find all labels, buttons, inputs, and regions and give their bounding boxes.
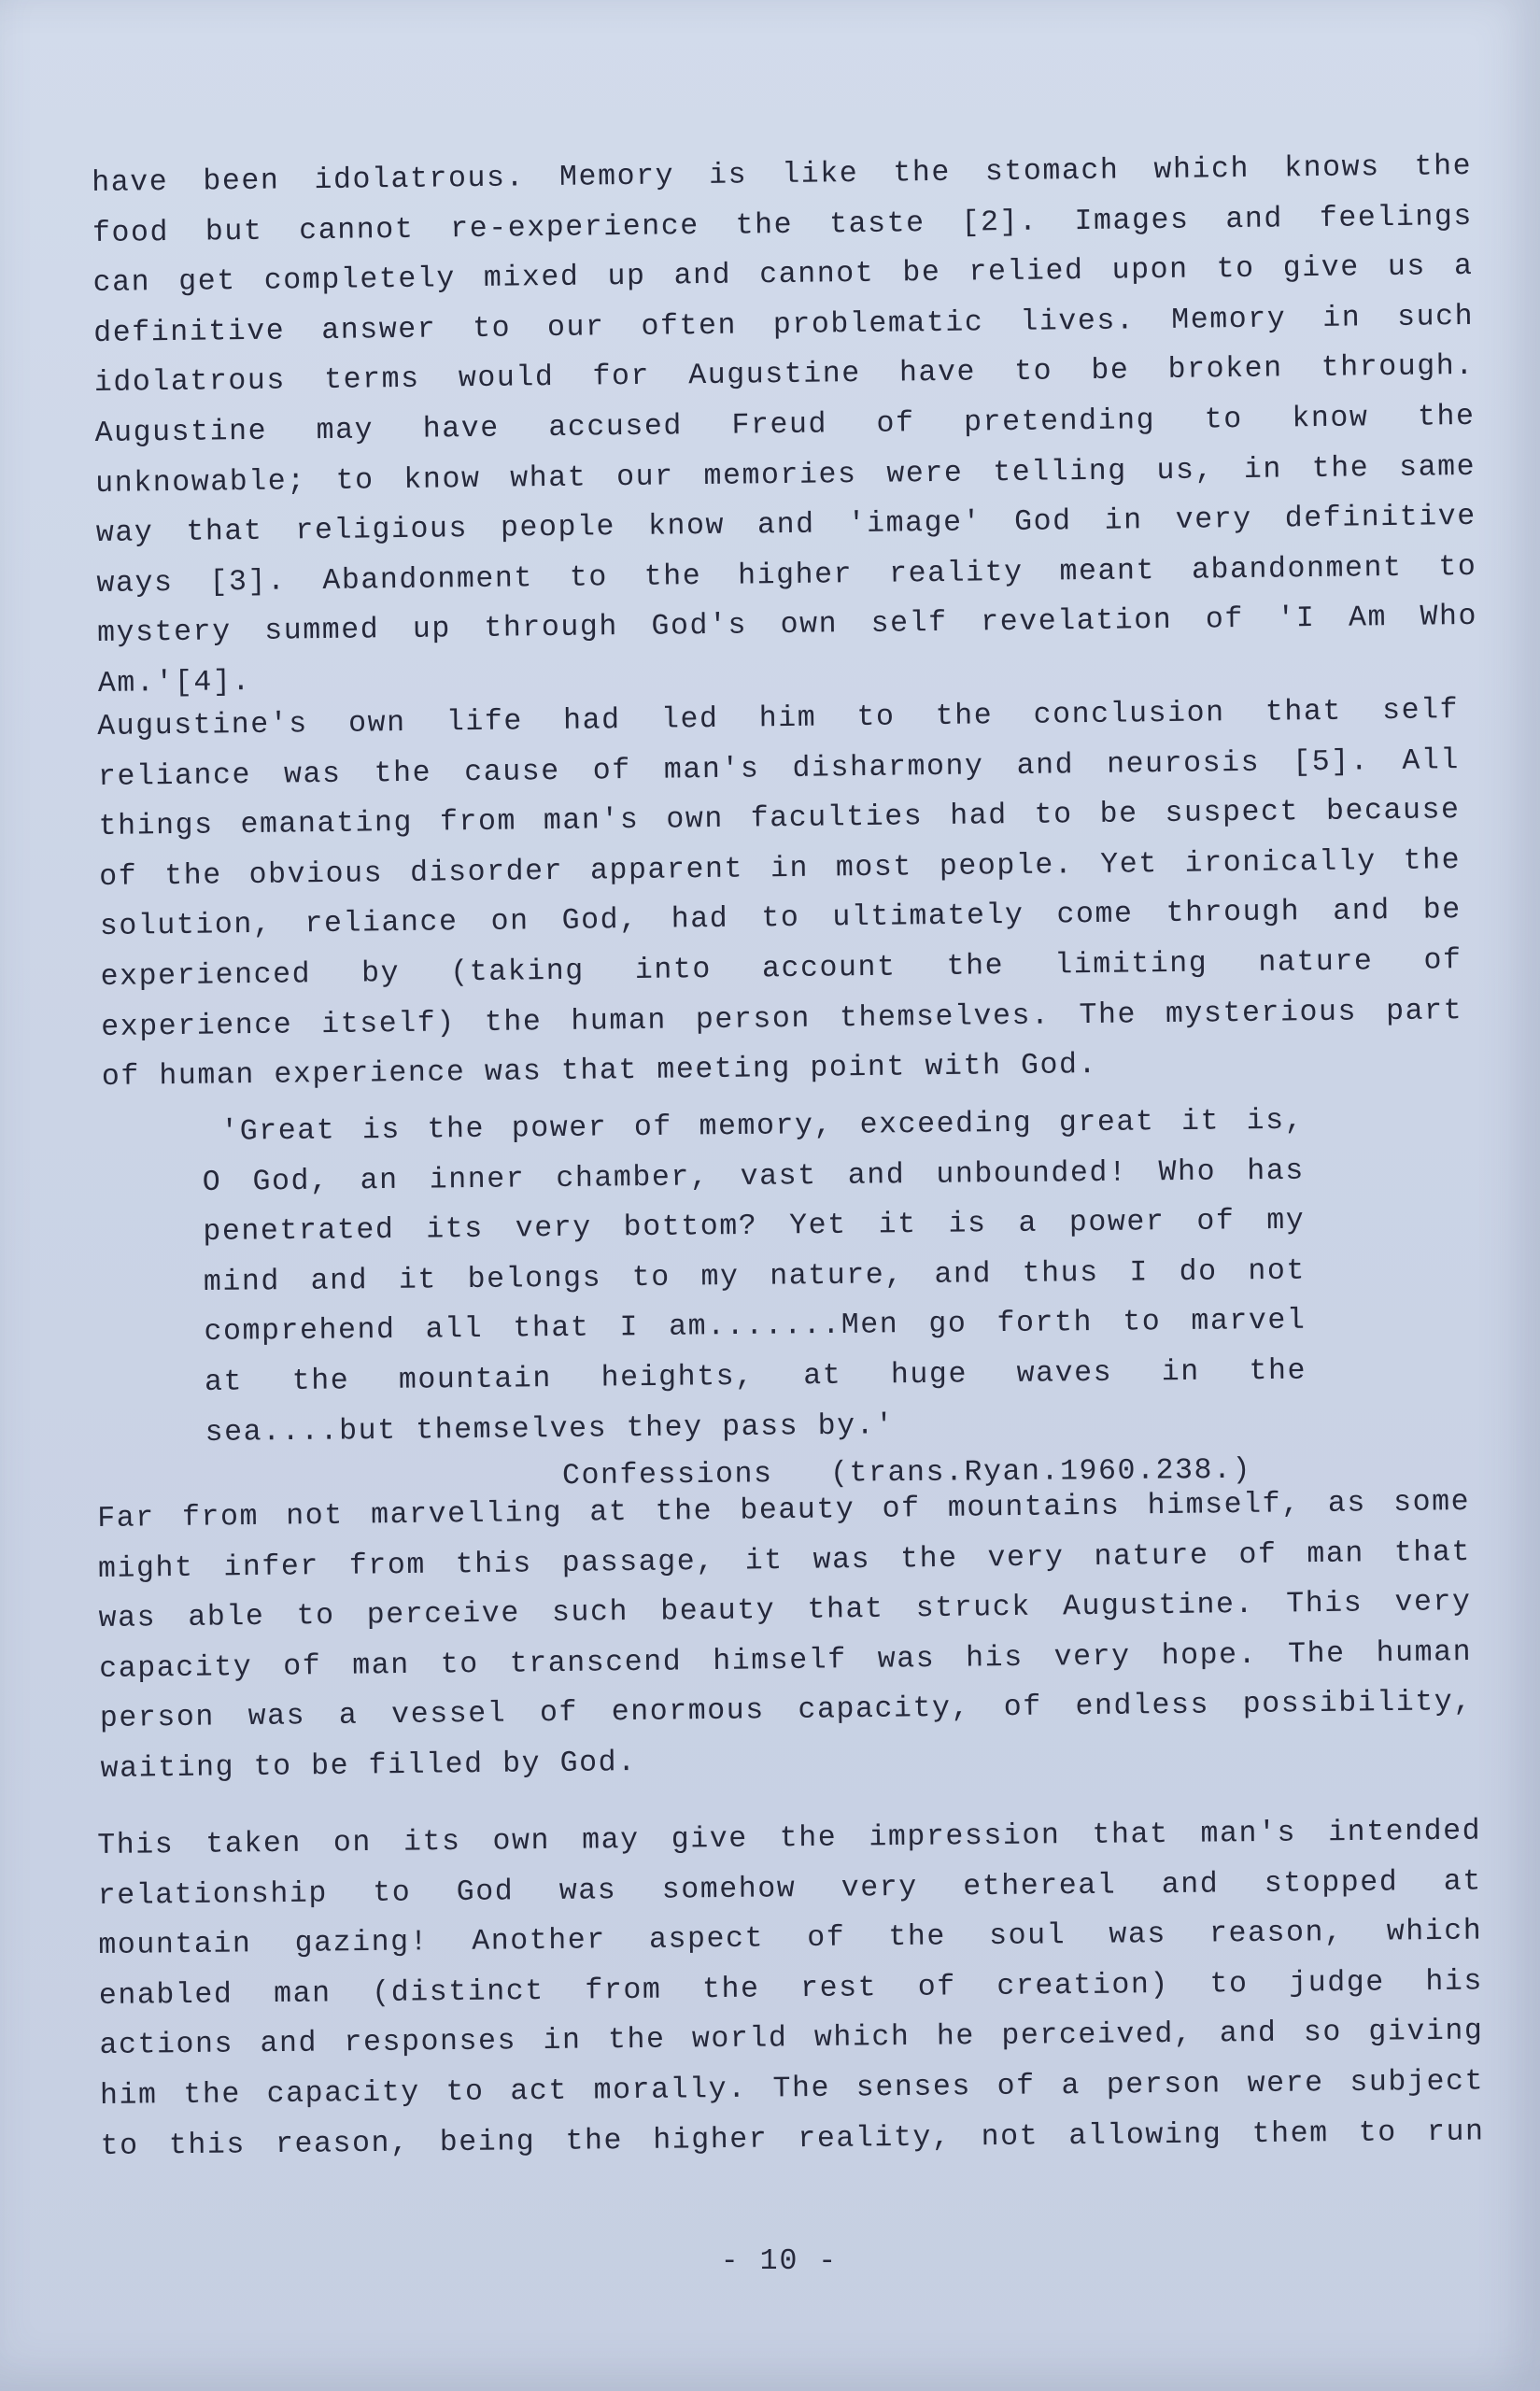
text-line: way that religious people know and 'image' God in very definitive [95, 501, 1477, 551]
text-line: to this reason, being the higher reality, not allowing them to run [100, 2115, 1485, 2163]
text-line: relationship to God was somehow very ethereal and stopped at [97, 1865, 1482, 1913]
text-line: Augustine's own life had led him to the conclusion that self [97, 694, 1460, 743]
text-line: This taken on its own may give the impression that man's intended [97, 1815, 1482, 1862]
text-line: capacity of man to transcend himself was his very hope. The human [99, 1635, 1473, 1686]
text-line: of the obvious disorder apparent in most people. Yet ironically the [99, 843, 1462, 894]
text-line: mountain gazing! Another aspect of the soul was reason, which [98, 1915, 1483, 1963]
text-line: Far from not marvelling at the beauty of mountains himself, as some [97, 1486, 1471, 1535]
quote-line: penetrated its very bottom? Yet it is a power of my [203, 1204, 1306, 1250]
text-line: can get completely mixed up and cannot be relied upon to give us a [92, 250, 1474, 301]
text-line: food but cannot re-experience the taste [2]. Images and feelings [92, 200, 1474, 250]
text-line: mystery summed up through God's own self revelation of 'I Am Who [97, 601, 1478, 651]
text-line: ways [3]. Abandonment to the higher reality meant abandonment to [96, 550, 1477, 601]
text-line: was able to perceive such beauty that struck Augustine. This very [98, 1586, 1472, 1636]
text-line: might infer from this passage, it was the very nature of man that [97, 1535, 1472, 1586]
text-line: experience itself) the human person themselves. The mysterious part [101, 994, 1463, 1044]
text-line: have been idolatrous. Memory is like the stomach which knows the [92, 149, 1473, 200]
text-line: person was a vessel of enormous capacity, of endless possibility, [99, 1686, 1474, 1736]
text-line: reliance was the cause of man's disharmony and neurosis [5]. All [97, 743, 1461, 794]
text-line: enabled man (distinct from the rest of creation) to judge his [98, 1965, 1484, 2013]
text-line: waiting to be filled by God. [100, 1746, 637, 1786]
quote-line: at the mountain heights, at huge waves in the [204, 1354, 1307, 1399]
text-line: Augustine may have accused Freud of pretending to know the [94, 400, 1476, 450]
page-number: - 10 - [720, 2245, 839, 2278]
paragraph-marvelling [97, 1478, 1474, 1794]
paragraph-memory-idolatry [92, 142, 1478, 710]
quote-line: 'Great is the power of memory, exceeding great it is, [220, 1104, 1305, 1149]
quote-line: comprehend all that I am.......Men go forth to marvel [204, 1305, 1307, 1350]
text-line: definitive answer to our often problematic lives. Memory in such [93, 300, 1475, 350]
text-line: actions and responses in the world which he perceived, and so giving [99, 2015, 1484, 2063]
text-line: things emanating from man's own faculties had to be suspect because [98, 794, 1461, 844]
quote-line: mind and it belongs to my nature, and thus I do not [203, 1254, 1307, 1299]
quote-line: sea....but themselves they pass by.' [205, 1408, 895, 1450]
text-line: idolatrous terms would for Augustine have to be broken through. [93, 350, 1476, 401]
quote-line: O God, an inner chamber, vast and unbounded! Who has [202, 1154, 1305, 1199]
text-line: experienced by (taking into account the limiting nature of [100, 944, 1462, 994]
paragraph-self-reliance [97, 686, 1463, 1103]
text-line: him the capacity to act morally. The senses of a person were subject [99, 2065, 1485, 2113]
paragraph-reason [97, 1806, 1485, 2172]
quote-citation: Confessions (trans.Ryan.1960.238.) [561, 1453, 1252, 1493]
text-line: unknowable; to know what our memories were telling us, in the same [95, 450, 1476, 501]
text-line: solution, reliance on God, had to ultimately come through and be [99, 894, 1462, 944]
text-line: of human experience was that meeting point with God. [101, 1049, 1098, 1095]
block-quote [202, 1096, 1307, 1458]
text-line: Am.'[4]. [97, 665, 252, 700]
